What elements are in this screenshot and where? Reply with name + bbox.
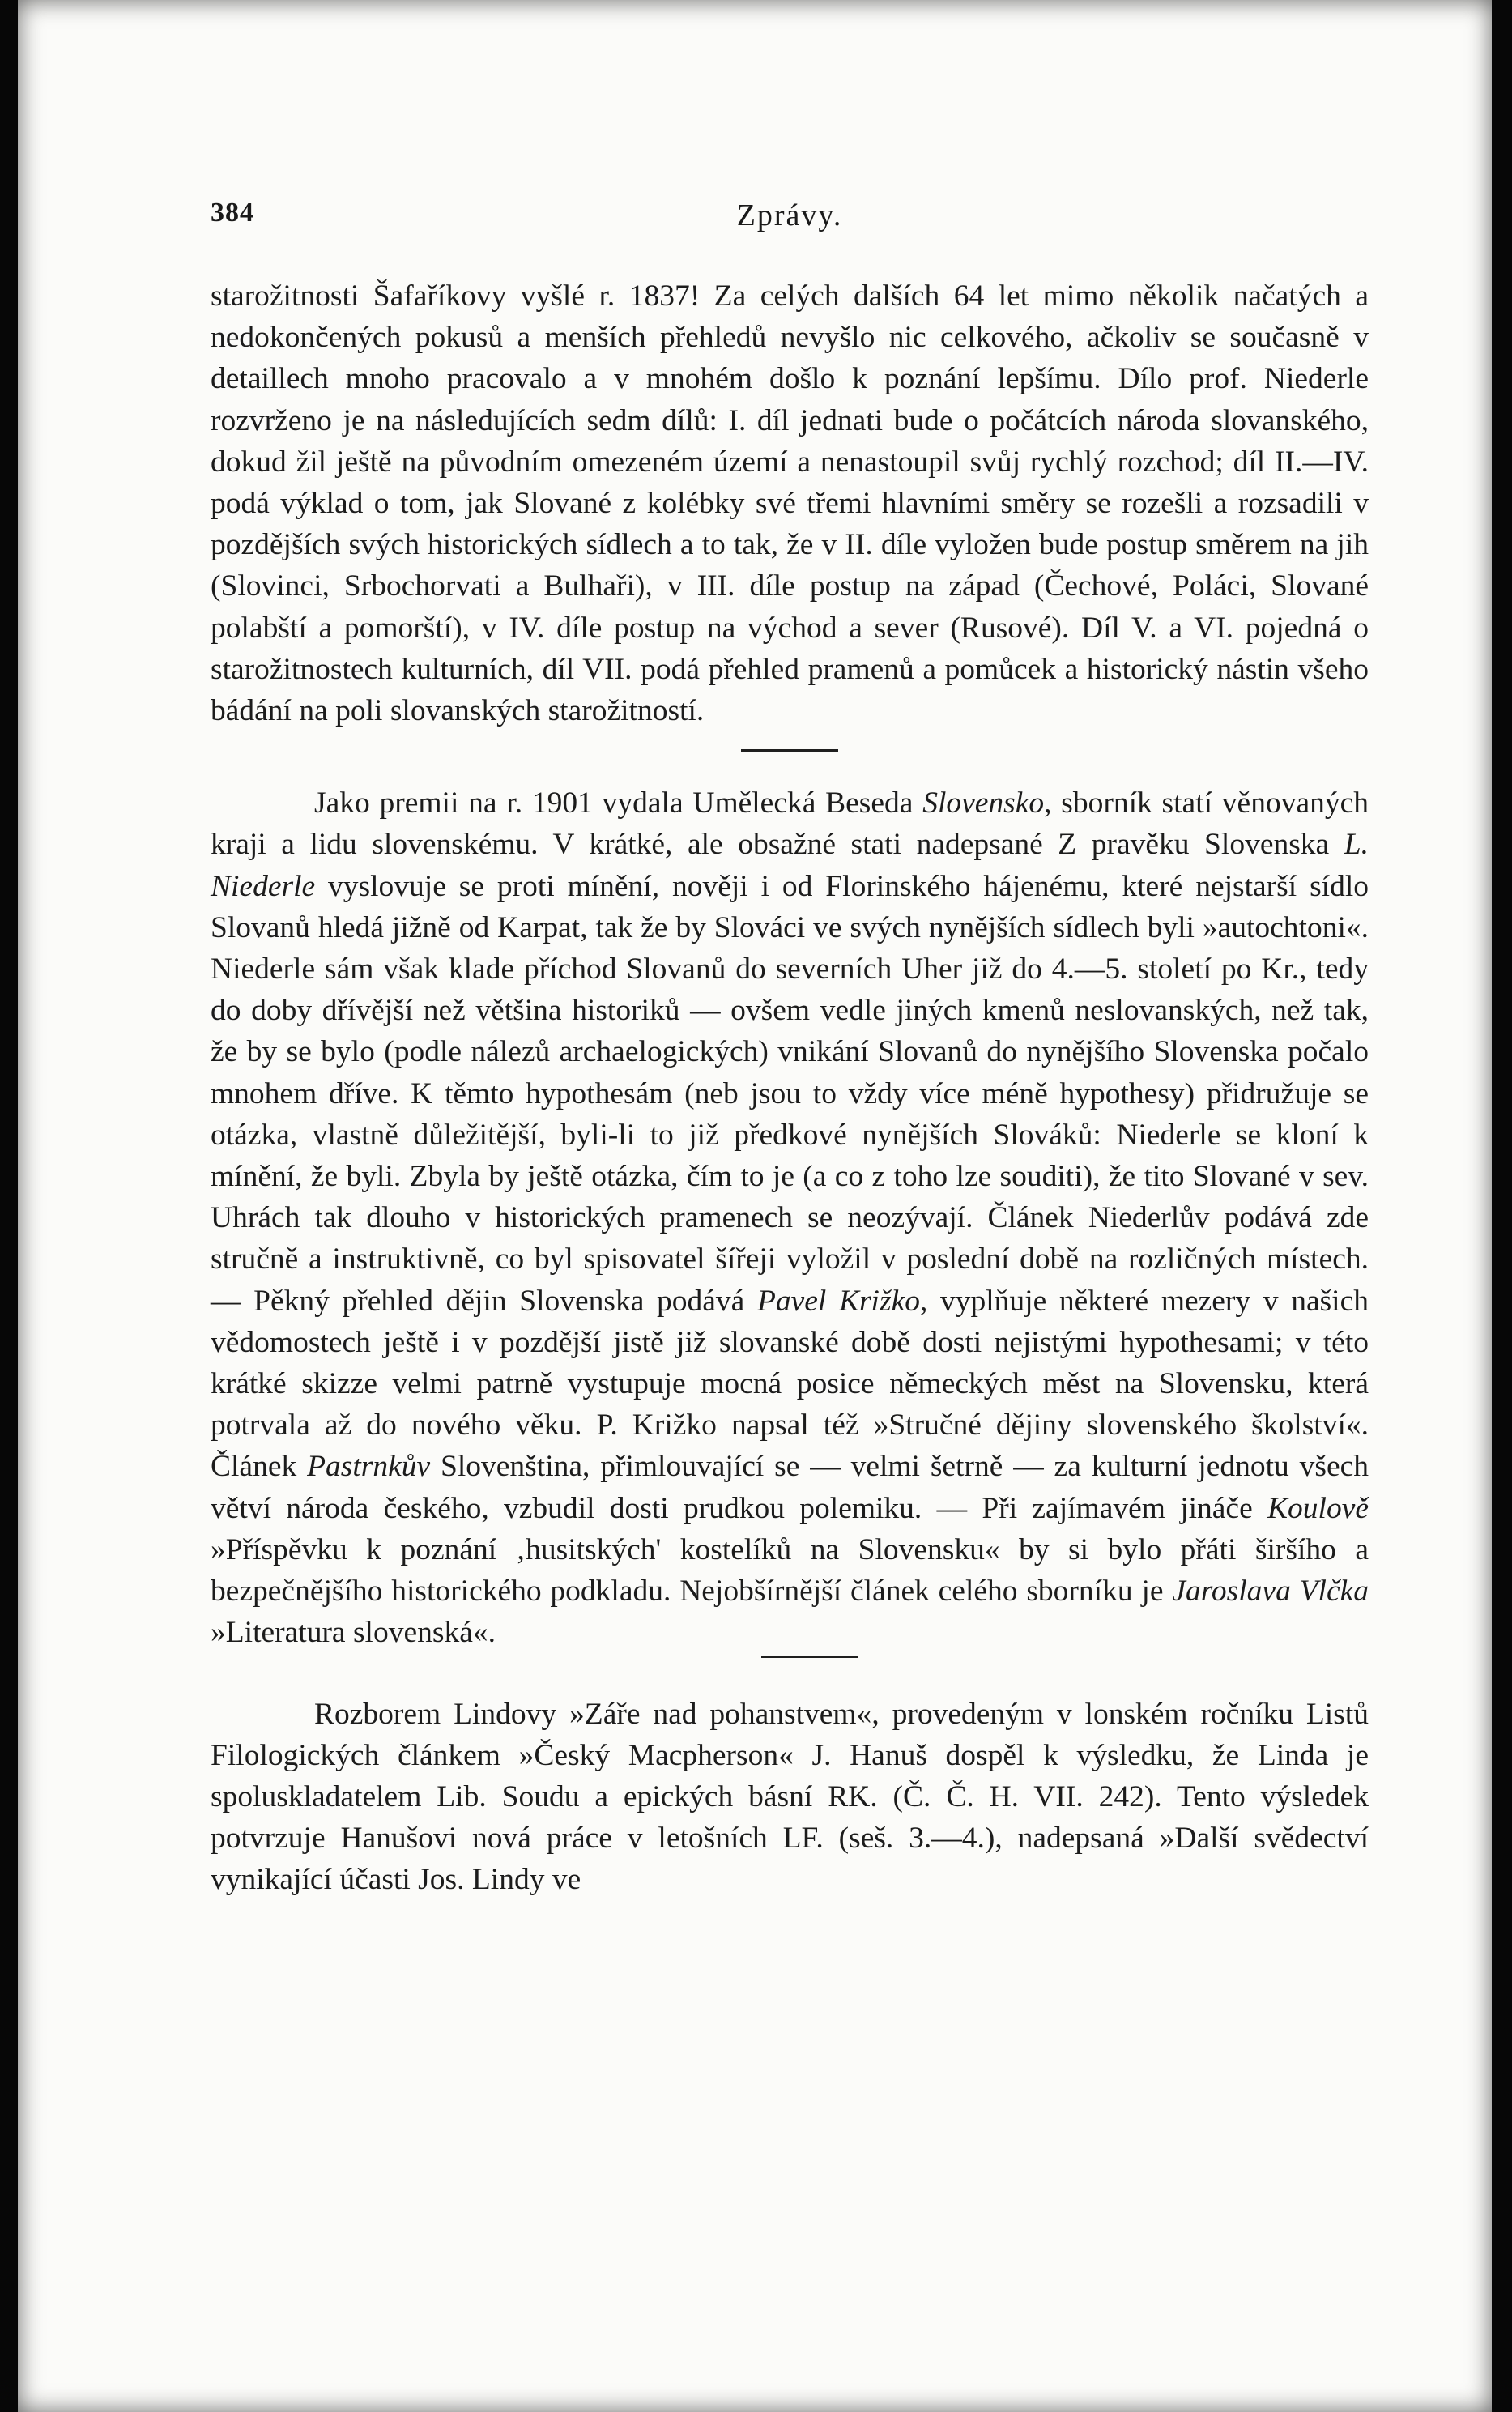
text-span: »Literatura slovenská«. bbox=[211, 1616, 496, 1650]
text-span: »Příspěvku k poznání ‚husitských' kostelíků na Slovensku« by si bylo přáti širšího a bezpečnějšího historického podkladu. Nejobšírnější článek celého sborníku je bbox=[211, 1532, 1369, 1609]
italic-author: Jaroslava Vlčka bbox=[1172, 1575, 1369, 1609]
text-span: , vyplňuje některé mezery v našich vědomostech ještě i v pozdější jistě již slovanské době dosti nejistými hypothesami; v této krátké skizze velmi patrně vystupuje mocná posice německých měst na Slovensku, která potrvala až do nového věku. P. Križko napsal též »Stručné dějiny slovenského školství«. Článek bbox=[211, 1284, 1369, 1484]
text-span: vyslovuje se proti mínění, nověji i od Florinského hájenému, které nejstarší sídlo Slovanů hledá jižně od Karpat, tak že by Slováci ve svých nynějších sídlech byli »autochtoni«. Niederle sám však klade příchod Slovanů do severních Uher již do 4.—5. století po Kr., tedy do doby dřívější než většina historiků — ovšem vedle jiných kmenů neslovanských, než tak, že by se bylo (podle nálezů archaelogických) vnikání Slovanů do nynějšího Slovenska počalo mnohem dříve. K těmto hypothesám (neb jsou to vždy více méně hypothesy) přidružuje se otázka, vlastně důležitější, byli-li to již předkové nynějších Slováků: Niederle se kloní k mínění, že byli. Zbyla by ještě otázka, čím to je (a co z toho lze souditi), že tito Slované v sev. Uhrách tak dlouho v historických pramenech se neozývají. Článek Niederlův podává zde stručně a instruktivně, co byl spisovatel šířeji vyložil v poslední době na rozličných místech. — Pěkný přehled dějin Slovenska podává bbox=[211, 869, 1369, 1318]
section-divider bbox=[761, 1656, 858, 1658]
book-page bbox=[18, 0, 1492, 2412]
paragraph-3: Rozborem Lindovy »Záře nad pohanstvem«, provedeným v lonském ročníku Listů Filologických článkem »Český Macpherson« J. Hanuš dospěl k výsledku, že Linda je spoluskladatelem Lib. Soudu a epických básní RK. (Č. Č. H. VII. 242). Tento výsledek potvrzuje Hanušovi nová práce v letošních LF. (seš. 3.—4.), nadepsaná »Další svědectví vynikající účasti Jos. Lindy ve bbox=[211, 1697, 1369, 1897]
italic-author: Pastrnkův bbox=[307, 1450, 431, 1484]
italic-author: L. Niederle bbox=[211, 828, 1369, 903]
text-span: Jako premii na r. 1901 vydala Umělecká Beseda bbox=[314, 786, 914, 820]
paragraph-1: starožitnosti Šafaříkovy vyšlé r. 1837! Za celých dalších 64 let mimo několik načatých a nedokončených pokusů a menších přehledů nevyšlo nic celkového, ačkoliv se současně v detaillech mnoho pracovalo a v mnohém došlo k poznání lepšímu. Dílo prof. Niederle rozvrženo je na následujících sedm dílů: I. díl jednati bude o počátcích národa slovanského, dokud žil ještě na původním omezeném území a nenastoupil svůj rychlý rozchod; díl II.—IV. podá výklad o tom, jak Slované z kolébky své třemi hlavními směry se rozešli a rozsadili v pozdějších svých historických sídlech a to tak, že v II. díle vyložen bude postup směrem na jih (Slovinci, Srbochorvati a Bulhaři), v III. díle postup na západ (Čechové, Poláci, Slované polabští a pomorští), v IV. díle postup na východ a sever (Rusové). Díl V. a VI. pojedná o starožitnostech kulturních, díl VII. podá přehled pramenů a pomůcek a historický nástin všeho bádání na poli slovanských starožitností. bbox=[211, 279, 1369, 728]
page-header bbox=[211, 198, 1369, 246]
text-span: Slovenština, přimlouvající se — velmi šetrně — za kulturní jednotu všech větví národa českého, vzbudil dosti prudkou polemiku. — Při zajímavém jináče bbox=[211, 1450, 1369, 1525]
page-content bbox=[211, 275, 1369, 1901]
running-head: Zprávy. bbox=[736, 198, 843, 232]
italic-title: Slovensko bbox=[922, 786, 1045, 820]
italic-author: Pavel Križko bbox=[756, 1284, 920, 1318]
page-number: 384 bbox=[211, 198, 254, 228]
paragraph-2 bbox=[211, 782, 1369, 1653]
italic-author: Koulově bbox=[1267, 1491, 1369, 1525]
section-divider bbox=[741, 749, 838, 752]
text-span: , sborník statí věnovaných kraji a lidu slovenskému. V krátké, ale obsažné stati nadepsané Z pravěku Slovenska bbox=[211, 786, 1369, 862]
